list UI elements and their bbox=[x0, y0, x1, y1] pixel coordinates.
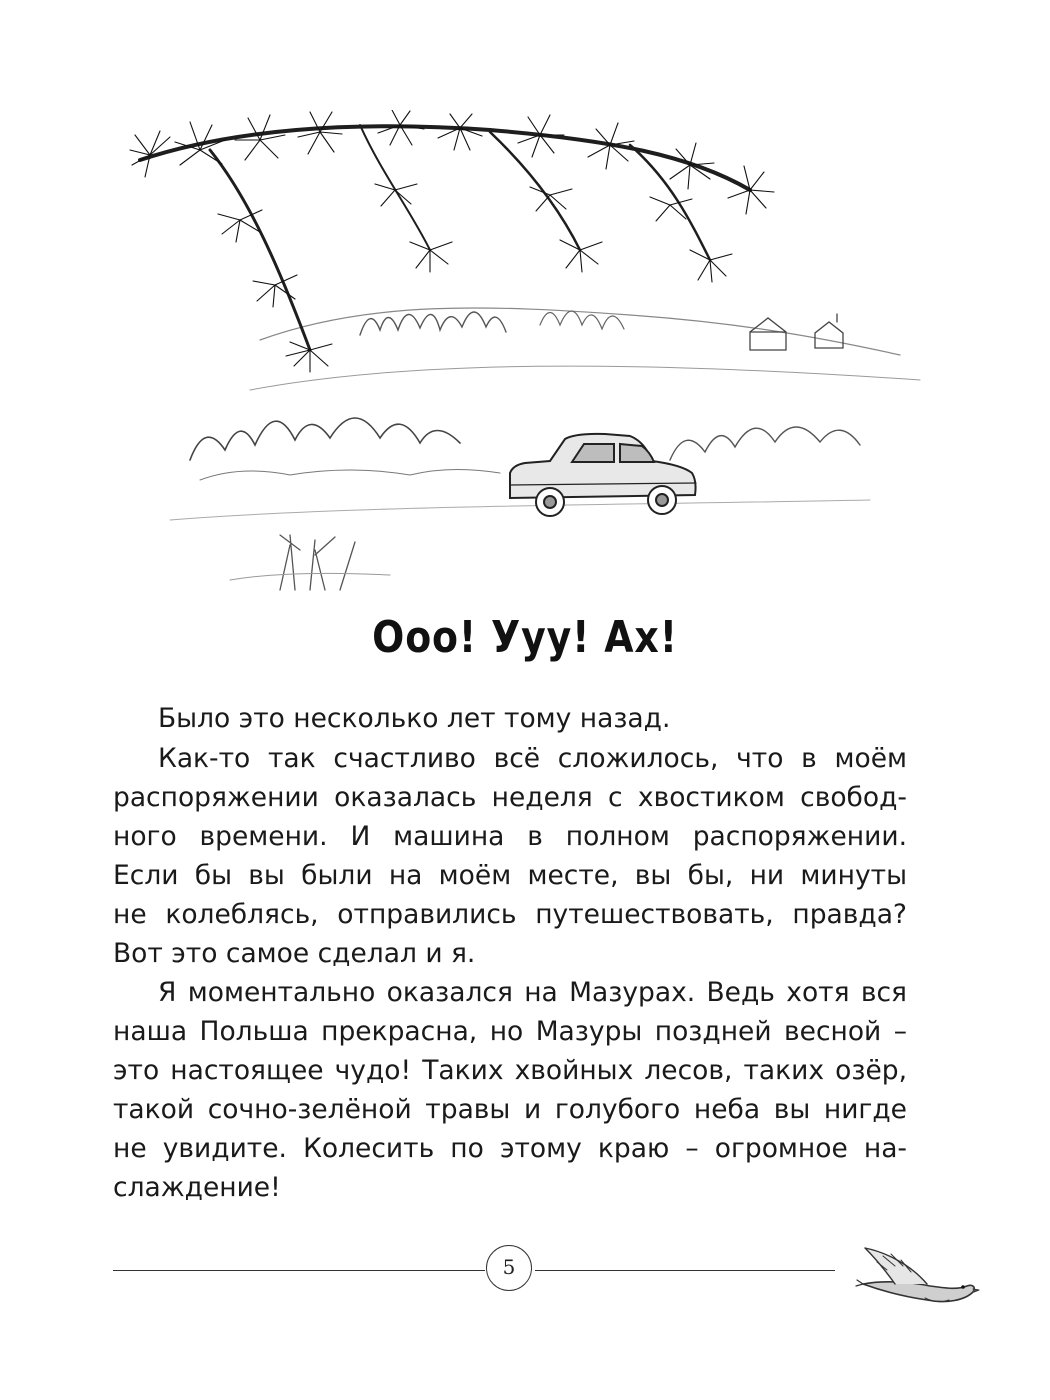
text-line: наша Польша прекрасна, но Мазуры поздней весной – bbox=[113, 1016, 907, 1047]
text-line: Если бы вы были на моём месте, вы бы, ни минуты bbox=[113, 860, 907, 891]
text-line: слаждение! bbox=[113, 1172, 281, 1203]
text-line: Вот это самое сделал и я. bbox=[113, 938, 476, 969]
text-line: Как-то так счастливо всё сложилось, что в моём bbox=[158, 743, 907, 774]
text-line: не увидите. Колесить по этому краю – огромное на- bbox=[113, 1133, 907, 1164]
text-line: не колеблясь, отправились путешествовать, правда? bbox=[113, 899, 907, 930]
landscape-illustration bbox=[110, 110, 930, 615]
text-line: Я моментально оказался на Мазурах. Ведь хотя вся bbox=[158, 977, 907, 1008]
text-line: распоряжении оказалась неделя с хвостиком свобод- bbox=[113, 782, 907, 813]
chapter-title: Ооо! Ууу! Ах! bbox=[372, 612, 678, 663]
text-line: такой сочно-зелёной травы и голубого неба вы нигде bbox=[113, 1094, 907, 1125]
flying-sparrow-icon bbox=[855, 1240, 980, 1312]
text-line: Было это несколько лет тому назад. bbox=[158, 703, 671, 734]
footer-rule-right bbox=[535, 1270, 835, 1271]
page-number: 5 bbox=[486, 1245, 532, 1291]
footer-rule-left bbox=[113, 1270, 485, 1271]
text-line: это настоящее чудо! Таких хвойных лесов, таких озёр, bbox=[113, 1055, 907, 1086]
text-line: ного времени. И машина в полном распоряжении. bbox=[113, 821, 907, 852]
